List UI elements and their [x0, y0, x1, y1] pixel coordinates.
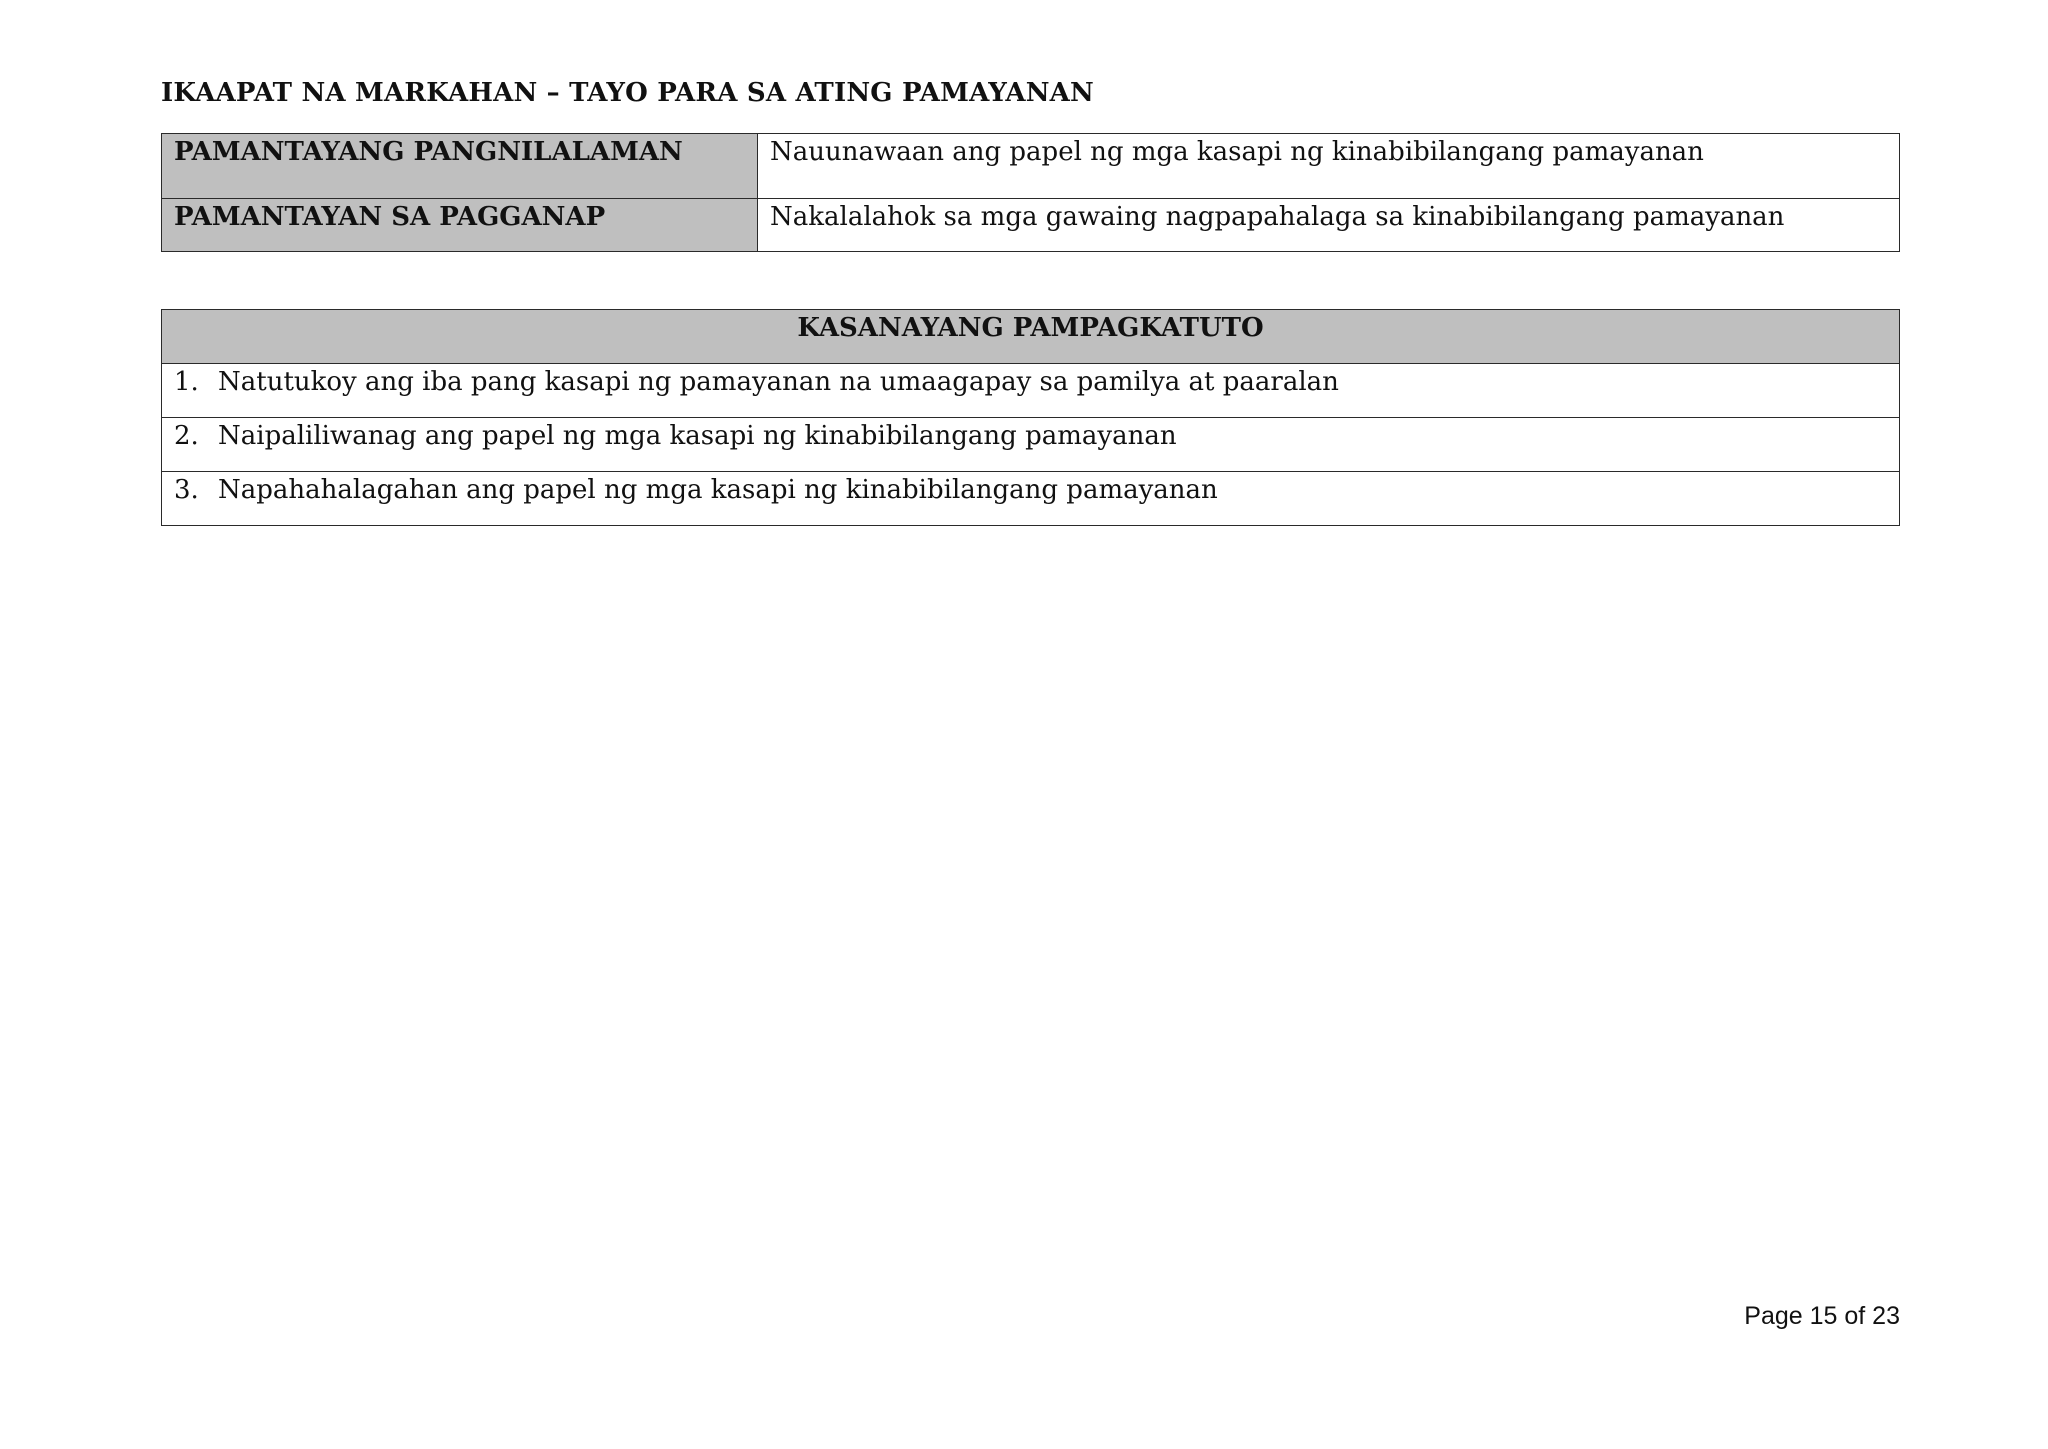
- table-row: [162, 199, 1900, 252]
- item-text: Napahahalagahan ang papel ng mga kasapi ng kinabibilangang pamayanan: [218, 475, 1218, 505]
- table-row: [162, 134, 1900, 199]
- competency-item: [162, 364, 1900, 418]
- item-number: 2.: [174, 421, 199, 451]
- performance-standard-label: PAMANTAYAN SA PAGGANAP: [162, 199, 758, 252]
- table-row: [162, 364, 1900, 418]
- page-title: IKAAPAT NA MARKAHAN – TAYO PARA SA ATING PAMAYANAN: [161, 78, 1095, 108]
- item-text: Natutukoy ang iba pang kasapi ng pamayanan na umaagapay sa pamilya at paaralan: [218, 367, 1339, 397]
- table-header-row: [162, 310, 1900, 364]
- competency-item: [162, 418, 1900, 472]
- table-row: [162, 418, 1900, 472]
- performance-standard-value: Nakalalahok sa mga gawaing nagpapahalaga sa kinabibilangang pamayanan: [758, 199, 1900, 252]
- competencies-header: KASANAYANG PAMPAGKATUTO: [162, 310, 1900, 364]
- item-text: Naipaliliwanag ang papel ng mga kasapi ng kinabibilangang pamayanan: [218, 421, 1177, 451]
- competency-item: [162, 472, 1900, 526]
- table-row: [162, 472, 1900, 526]
- content-standard-value: Nauunawaan ang papel ng mga kasapi ng kinabibilangang pamayanan: [758, 134, 1900, 199]
- item-number: 1.: [174, 367, 199, 397]
- competencies-table: [161, 309, 1900, 526]
- page-number: Page 15 of 23: [1744, 1302, 1900, 1330]
- content-standard-label: PAMANTAYANG PANGNILALAMAN: [162, 134, 758, 199]
- item-number: 3.: [174, 475, 199, 505]
- standards-table: [161, 133, 1900, 252]
